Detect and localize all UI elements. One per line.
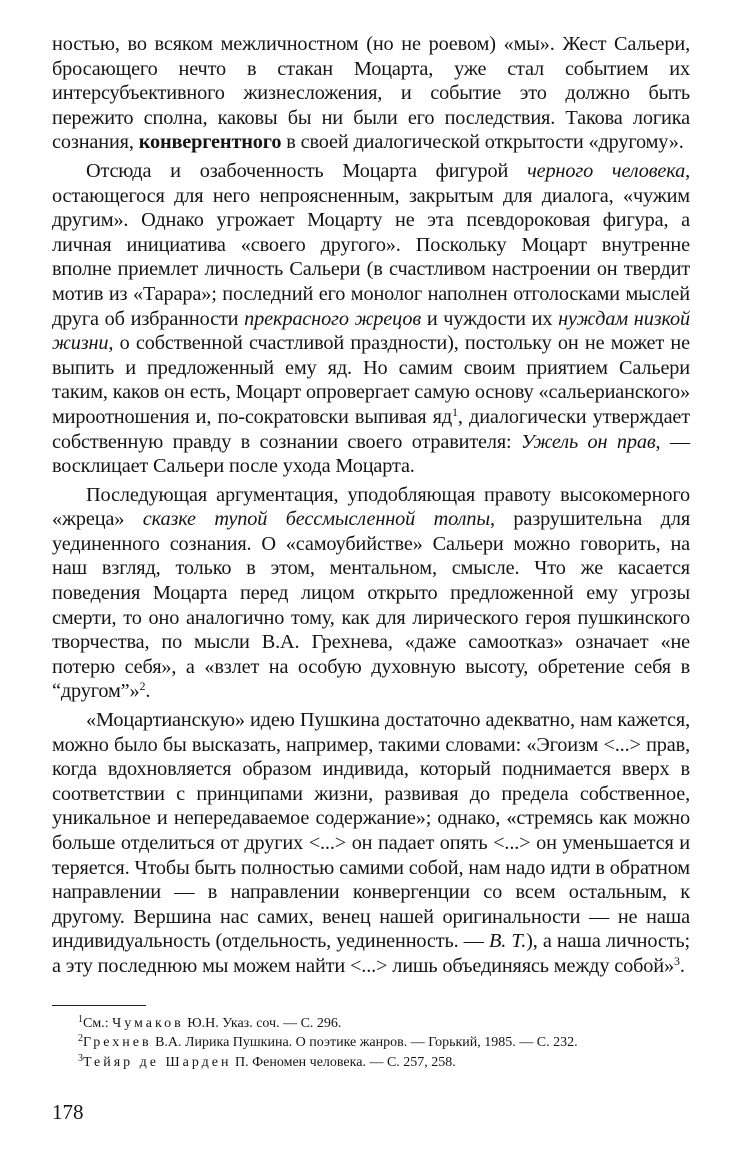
footnotes	[52, 1014, 690, 1073]
bold-term: конвергентного	[138, 131, 282, 154]
footnote-ref: 3	[673, 953, 680, 968]
paragraph	[52, 708, 690, 979]
italic-quote: В. Т.	[489, 930, 527, 953]
text-run: , о собственной счастливой праздности), постольку он не может не выпить и предложенный ему яд. Но самим своим приятием Сальери таким, каков он есть, Моцарт опровергает самую основу «сальерианского» мироотношения и, по-сократовски выпивая яд	[52, 332, 690, 428]
text-run: ), а наша личность; а эту последнюю мы можем найти <...> лишь объединяясь между собой»	[52, 930, 690, 977]
paragraph	[52, 159, 690, 479]
text-run: в своей диалогической открытости «другому».	[281, 131, 684, 154]
text-run: .	[145, 680, 151, 703]
text-run: Отсюда и озабоченность Моцарта фигурой	[86, 159, 528, 182]
paragraph	[52, 483, 690, 704]
footnote-text: П. Феномен человека. — С. 257, 258.	[234, 1054, 456, 1070]
italic-quote: черного человека	[527, 159, 686, 182]
text-run: «Моцартианскую» идею Пушкина достаточно адекватно, нам кажется, можно было бы высказать, например, такими словами: «Эгоизм <...> прав, когда вдохновляется образом индивида, который поднимается вверх в соответствии с принципами жизни, развивая до предела собственное, уникальное и непередаваемое содержание»; однако, «стремясь как можно больше отделиться от других <...> он падает опять <...> он уменьшается и теряется. Чтобы быть полностью самими собой, нам надо идти в обратном направлении — в направлении конвергенции со всем остальным, к другому. Вершина нас самих, венец нашей оригинальности — не наша индивидуальность (отдельность, уединенность. —	[52, 709, 690, 953]
footnote-divider	[52, 1005, 146, 1006]
text-run: , остающегося для него непроясненным, закрытым для диалога, «чужим другим». Однако угрожает Моцарту не эта псевдороковая фигура, а личная инициатива «своего другого». Поскольку Моцарт внутренне вполне приемлет личность Сальери (в счастливом настроении он твердит мотив из «Тарара»; последний его монолог наполнен отголосками мыслей друга об избранности	[52, 159, 690, 330]
footnote-3	[52, 1053, 690, 1073]
main-text	[52, 32, 690, 979]
text-run: , диалогически утверждает собственную правду в сознании своего отравителя:	[52, 405, 690, 453]
footnote-marker: 2	[78, 1033, 83, 1045]
text-run: .	[679, 954, 685, 977]
text-run: ностью, во всяком межличностном (но не роевом) «мы». Жест Сальери, бросающего нечто в стакан Моцарта, уже стал событием их интерсубъективного жизнесложения, и событие это должно быть пережито сполна, каковы бы ни были его последствия. Такова логика сознания,	[52, 33, 690, 154]
footnote-text: Ю.Н. Указ. соч. — С. 296.	[187, 1015, 342, 1031]
footnote-2	[52, 1033, 690, 1053]
footnote-prefix: См.:	[83, 1015, 113, 1031]
footnote-1	[52, 1014, 690, 1034]
text-run: Последующая аргументация, уподобляющая правоту высокомерного «жреца»	[52, 483, 690, 531]
italic-quote: Ужель он прав	[521, 430, 656, 453]
italic-quote: нуждам низкой жизни	[52, 307, 690, 355]
footnote-ref: 2	[139, 679, 146, 694]
footnote-author: Грехнев	[83, 1035, 152, 1051]
footnote-marker: 3	[78, 1052, 83, 1064]
italic-quote: сказке тупой бессмысленной толпы	[142, 508, 490, 531]
footnote-marker: 1	[78, 1013, 83, 1025]
footnote-author: Тейяр де Шарден	[83, 1054, 232, 1070]
footnote-author: Чумаков	[112, 1015, 184, 1031]
text-run: , разрушительна для уединенного сознания. О «самоубийстве» Сальери можно говорить, на наш взгляд, только в этом, ментальном, смысле. Что же касается поведения Моцарта перед лицом открыто предложенной ему угрозы смерти, то оно аналогично тому, как для лирического героя пушкинского творчества, по мысли В.А. Грехнева, «даже самоотказ» означает «не потерю себя», а «взлет на особую духовную высоту, обретение себя в “другом”»	[52, 508, 690, 703]
text-run: и чуждости их	[421, 307, 559, 330]
italic-quote: прекрасного жрецов	[244, 307, 422, 330]
page-number: 178	[52, 1100, 84, 1124]
footnote-ref: 1	[452, 404, 458, 419]
text-run: , — восклицает Сальери после ухода Моцарта.	[52, 430, 690, 478]
paragraph	[52, 32, 690, 155]
footnote-text: В.А. Лирика Пушкина. О поэтике жанров. — Горький, 1985. — С. 232.	[155, 1035, 578, 1051]
